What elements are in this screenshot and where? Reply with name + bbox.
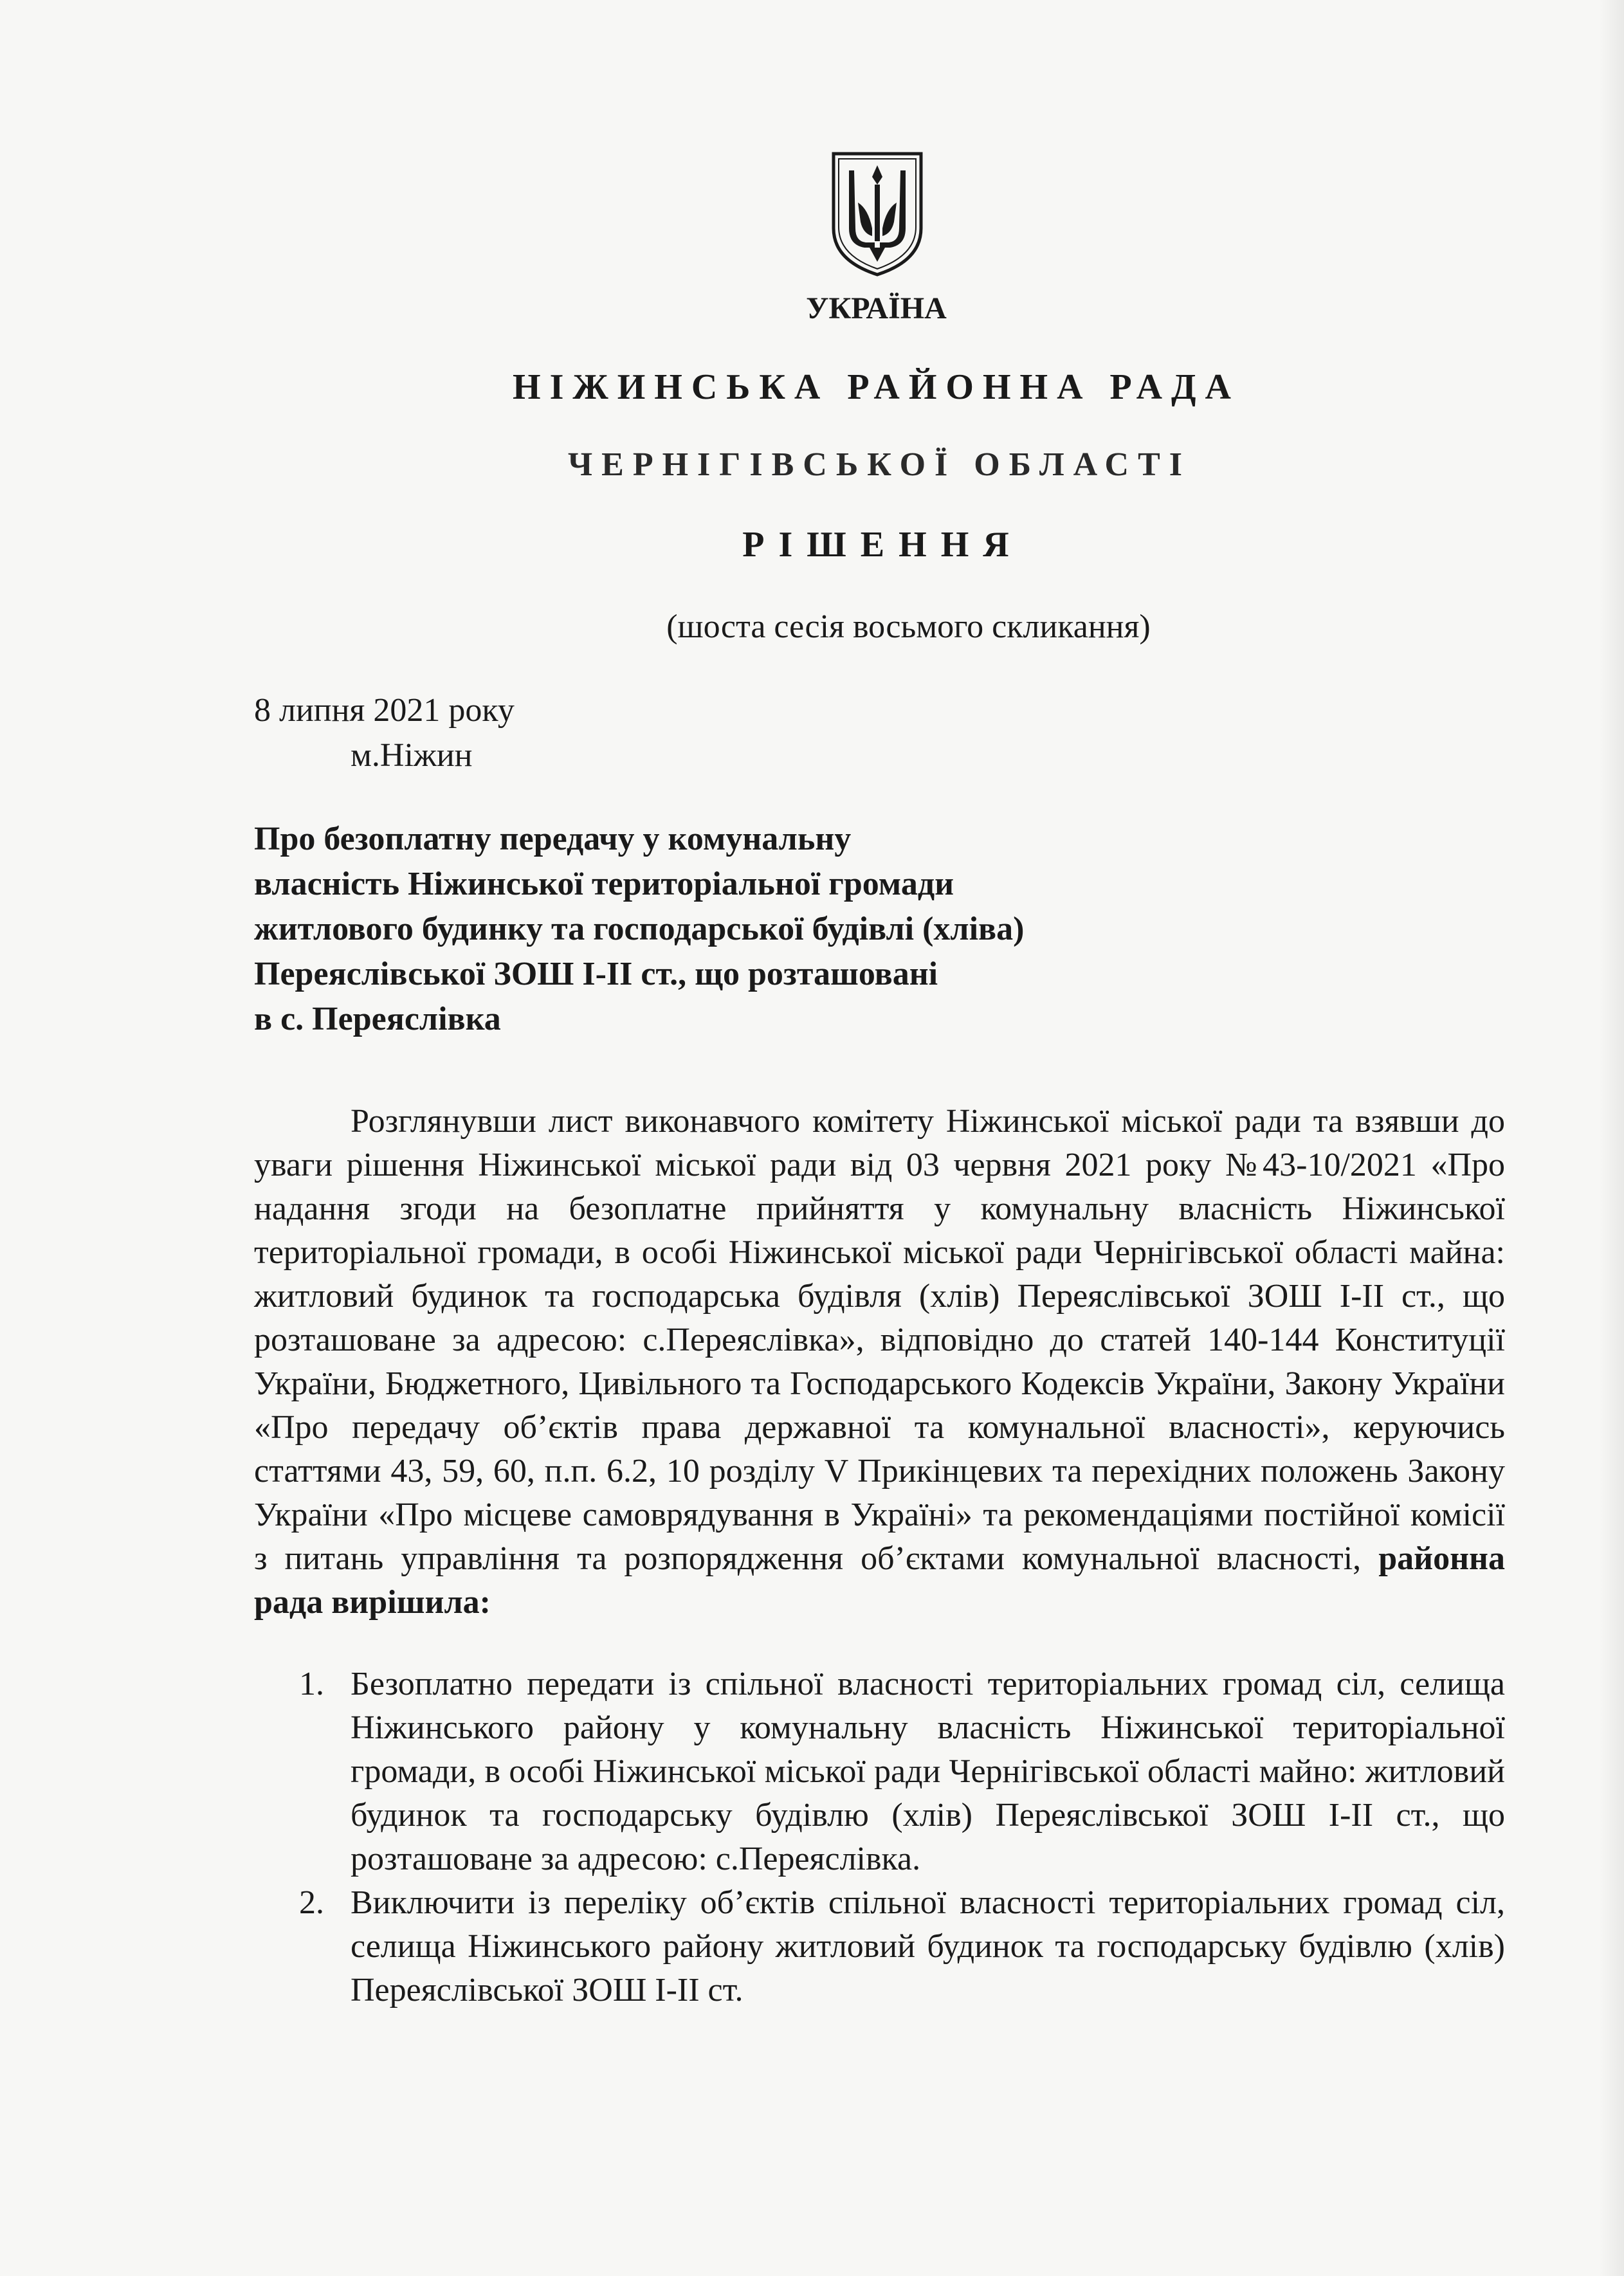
preamble-paragraph: [254, 1100, 1505, 1625]
ukraine-trident-emblem-icon: [830, 151, 925, 277]
item-text: Безоплатно передати із спільної власності територіальних громад сіл, селища Ніжинського району у комунальну власність Ніжинської територіальної громади, в особі Ніжинської міської ради Чернігівської області майно: житловий будинок та господарську будівлю (хлів) Переяслівської ЗОШ І-ІІ ст., що розташоване за адресою: с.Переяслівка.: [351, 1666, 1505, 1877]
title-line: Про безоплатну передачу у комунальну: [254, 821, 852, 857]
item-number: 2.: [299, 1884, 324, 1921]
title-line: Переяслівської ЗОШ І-ІІ ст., що розташовані: [254, 956, 938, 992]
decision-title: [254, 817, 1219, 1042]
list-item: [254, 1881, 1505, 2012]
preamble-text: Розглянувши лист виконавчого комітету Ніжинської міської ради та взявши до уваги рішення Ніжинської міської ради від 03 червня 2021 року №43-10/2021 «Про надання згоди на безоплатне прийняття у комунальну власність Ніжинської територіальної громади, в особі Ніжинської міської ради Чернігівської області майна: житловий будинок та господарська будівля (хлів) Переяслівської ЗОШ І-ІІ ст., що розташоване за адресою: с.Переяслівка», відповідно до статей 140-144 Конституції України, Бюджетного, Цивільного та Господарського Кодексів України, Закону України «Про передачу об’єктів права державної та комунальної власності», керуючись статтями 43, 59, 60, п.п. 6.2, 10 розділу V Прикінцевих та перехідних положень Закону України «Про місцеве самоврядування в Україні» та рекомендаціями постійної комісії з питань управління та розпорядження об’єктами комунальної власності,: [254, 1103, 1505, 1577]
page-edge-shadow: [1598, 0, 1624, 2276]
list-item: [254, 1662, 1505, 1881]
region-heading: ЧЕРНІГІВСЬКОЇ ОБЛАСТІ: [567, 446, 1192, 483]
country-heading: УКРАЇНА: [806, 291, 947, 325]
title-line: житлового будинку та господарської будівлі (хліва): [254, 911, 1025, 947]
session-subheading: (шоста сесія восьмого скликання): [666, 608, 1151, 645]
item-text: Виключити із переліку об’єктів спільної власності територіальних громад сіл, селища Ніжинського району житловий будинок та господарську будівлю (хлів) Переяслівської ЗОШ І-ІІ ст.: [351, 1884, 1505, 2008]
document-type-heading: РІШЕННЯ: [742, 525, 1023, 565]
decision-items-list: [254, 1662, 1505, 2012]
decision-city: м.Ніжин: [351, 737, 473, 774]
decision-date: 8 липня 2021 року: [254, 692, 515, 729]
title-line: в с. Переяслівка: [254, 1001, 501, 1037]
item-number: 1.: [299, 1666, 324, 1702]
title-line: власність Ніжинської територіальної громади: [254, 866, 954, 902]
resolution-phrase: районна рада вирішила:: [254, 1540, 1506, 1621]
council-heading: НІЖИНСЬКА РАЙОННА РАДА: [513, 367, 1240, 407]
